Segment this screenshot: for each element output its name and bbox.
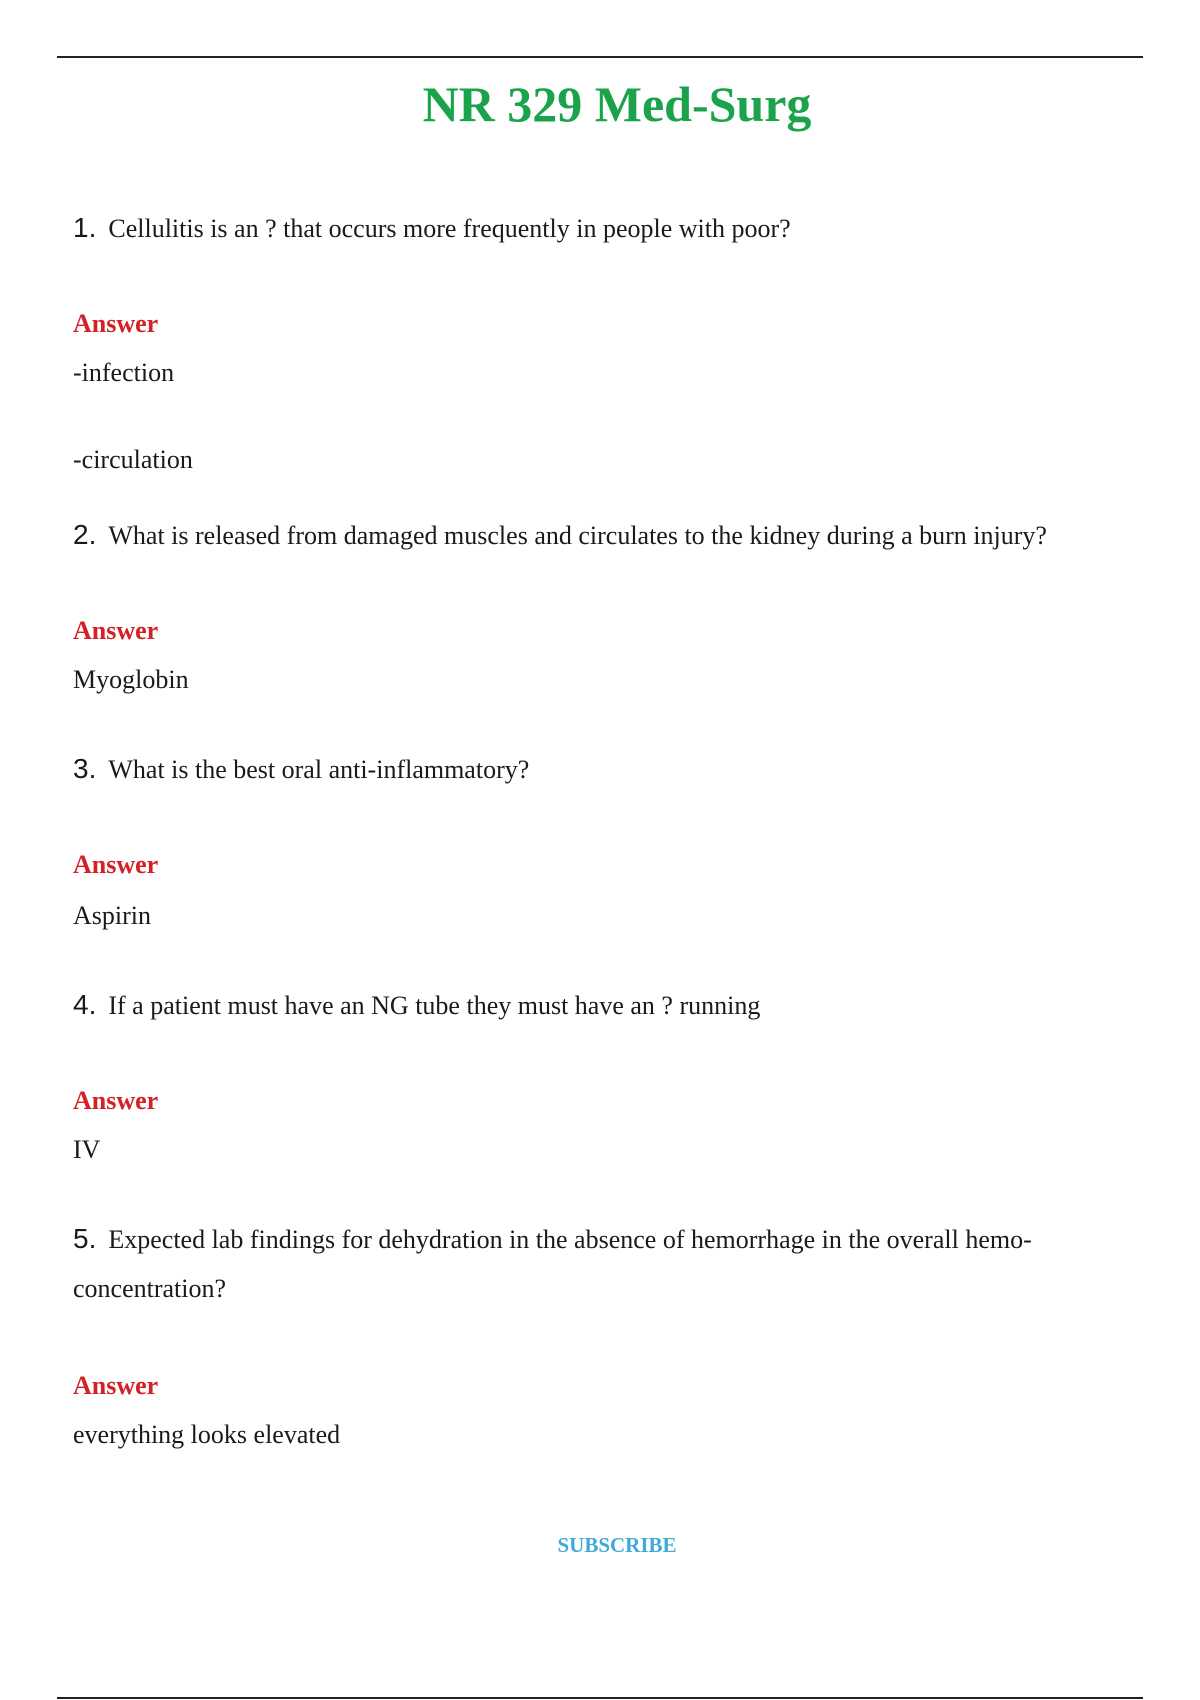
answer-text: Myoglobin [73,665,189,694]
answer-text: -infection [73,358,175,387]
question-text: What is released from damaged muscles and circulates to the kidney during a burn injury? [108,521,1047,550]
answer-label: Answer [73,850,159,879]
question-4 [73,980,1133,1030]
answer-label: Answer [73,616,159,645]
question-text: What is the best oral anti-inflammatory? [108,755,530,784]
question-number: 5. [73,1223,97,1254]
answer-text: -circulation [73,445,193,474]
question-2 [73,510,1133,560]
answer-label: Answer [73,1371,159,1400]
question-number: 2. [73,519,97,550]
question-text: Expected lab findings for dehydration in the absence of hemorrhage in the overall hemo-concentration? [73,1225,1032,1303]
answer-label: Answer [73,1086,159,1115]
question-3 [73,744,1133,794]
answer-text: IV [73,1135,101,1164]
top-rule [57,56,1143,58]
subscribe-link[interactable]: SUBSCRIBE [557,1533,677,1557]
question-text: If a patient must have an NG tube they must have an ? running [108,991,761,1020]
document-title: NR 329 Med-Surg [422,76,812,132]
answer-text: Aspirin [73,901,151,930]
question-number: 3. [73,753,97,784]
question-number: 4. [73,989,97,1020]
question-5 [73,1214,1133,1313]
question-text: Cellulitis is an ? that occurs more frequently in people with poor? [108,214,791,243]
bottom-rule [57,1697,1143,1699]
question-number: 1. [73,212,97,243]
question-1 [73,203,1133,253]
answer-text: everything looks elevated [73,1420,341,1449]
answer-label: Answer [73,309,159,338]
